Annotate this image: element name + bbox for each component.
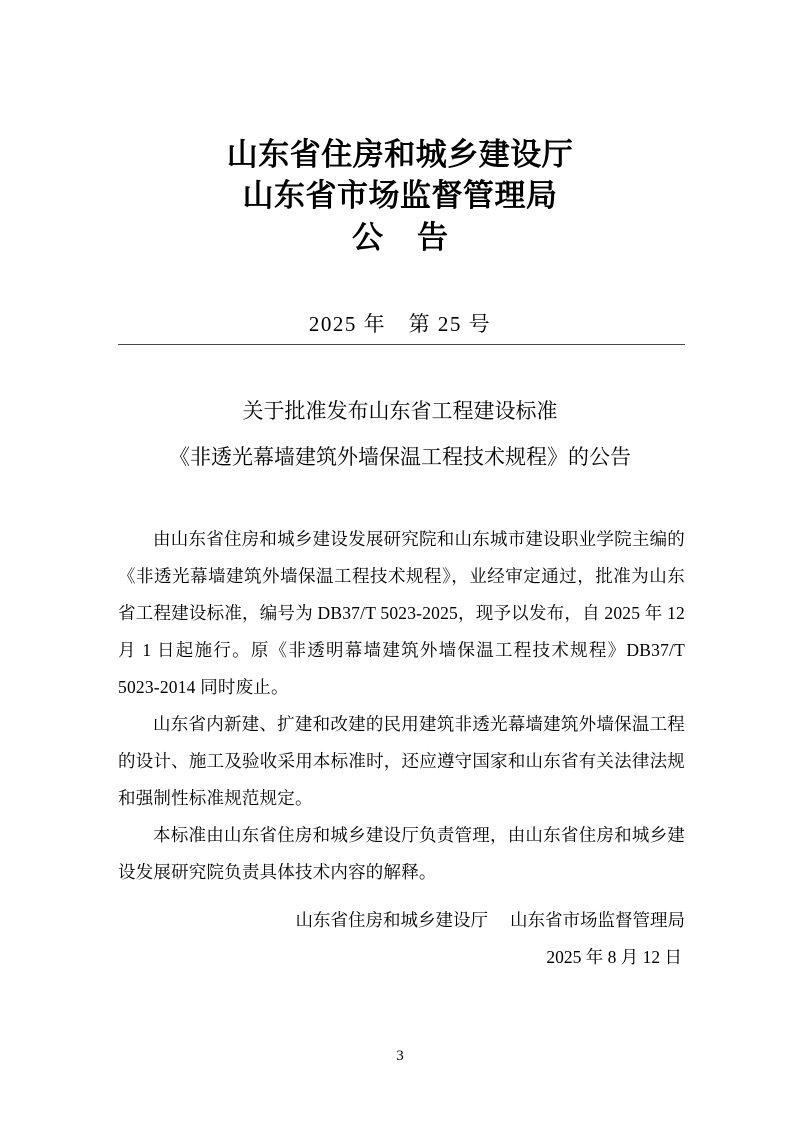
document-title (0, 388, 800, 480)
signature-organizations (118, 901, 685, 939)
signature-organization-2: 山东省市场监督管理局 (510, 910, 685, 930)
issuing-organization-line-1: 山东省住房和城乡建设厅 (226, 137, 574, 172)
body-paragraph-2: 山东省内新建、扩建和改建的民用建筑非透光幕墙建筑外墙保温工程的设计、施工及验收采用本标准时，还应遵守国家和山东省有关法律法规和强制性标准规范规定。 (118, 714, 685, 808)
header-divider-rule (118, 344, 685, 345)
signature-block (118, 901, 685, 975)
body-paragraph-1: 由山东省住房和城乡建设发展研究院和山东城市建设职业学院主编的《非透光幕墙建筑外墙保温工程技术规程》，业经审定通过，批准为山东省工程建设标准，编号为 DB37/T 5023-2025，现予以发布，自 2025 年 12 月 1 日起施行。原《非透明幕墙建筑外墙保温工程技术规程》DB37/T 5023-2014 同时废止。 (118, 529, 685, 697)
document-title-line-1: 关于批准发布山东省工程建设标准 (242, 399, 558, 423)
document-title-line-2: 《非透光幕墙建筑外墙保温工程技术规程》的公告 (169, 445, 631, 469)
masthead (0, 134, 800, 260)
document-type-heading: 公告 (352, 220, 482, 255)
issuing-organization-line-2: 山东省市场监督管理局 (242, 178, 558, 213)
document-body (118, 521, 685, 891)
signature-organization-1: 山东省住房和城乡建设厅 (295, 910, 488, 930)
page-number: 3 (396, 1048, 404, 1064)
body-paragraph-3: 本标准由山东省住房和城乡建设厅负责管理，由山东省住房和城乡建设发展研究院负责具体技术内容的解释。 (118, 825, 685, 882)
issue-number: 2025 年 第 25 号 (308, 312, 492, 336)
signature-date: 2025 年 8 月 12 日 (546, 947, 682, 967)
